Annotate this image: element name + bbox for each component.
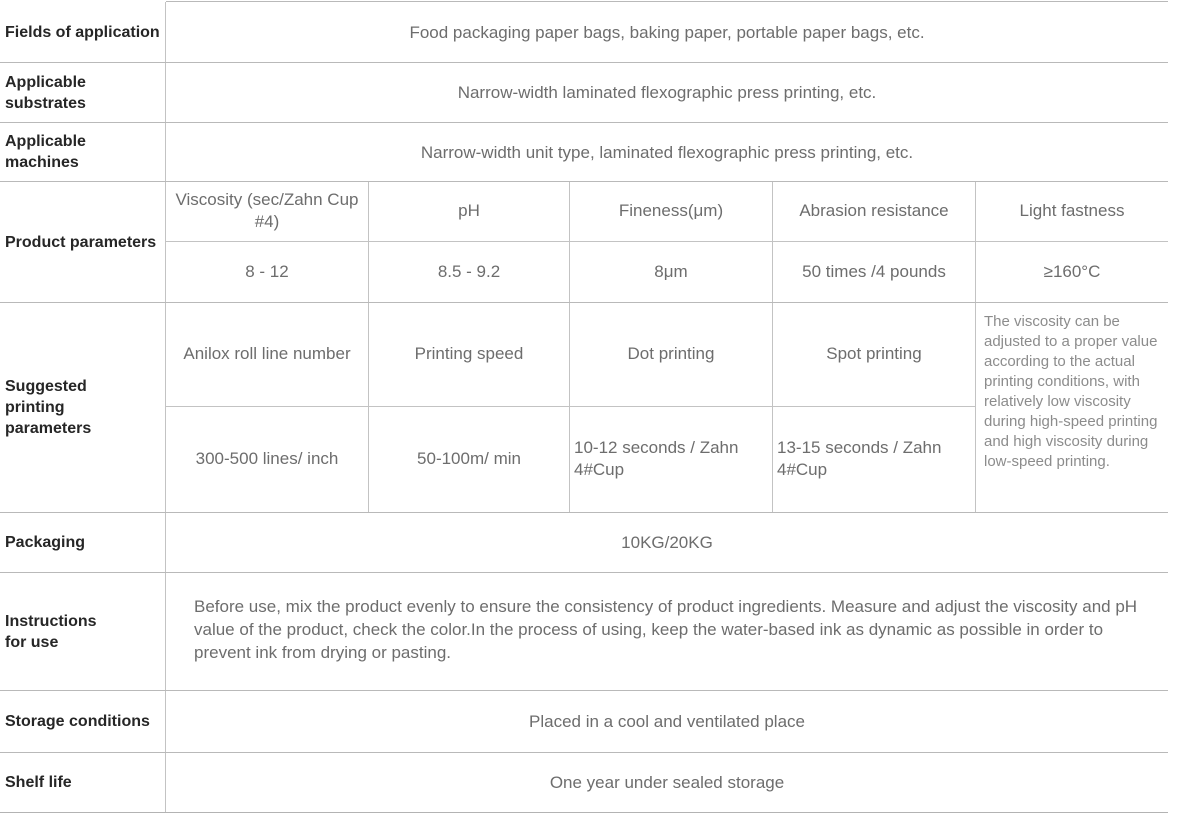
- row-label: [0, 691, 166, 752]
- viscosity-note-cell: [975, 303, 1168, 512]
- viscosity-note-text: The viscosity can be adjusted to a proper value according to the actual printing conditions, with relatively low viscosity during high-speed printing and high viscosity during low-speed printing.: [984, 313, 1158, 470]
- row-label: [0, 63, 166, 122]
- param-header-abrasion: Abrasion resistance: [772, 182, 975, 241]
- row-value: [166, 573, 1168, 690]
- param-value-viscosity: 8 - 12: [245, 261, 289, 281]
- param-value-lightfastness: ≥160°C: [975, 242, 1168, 302]
- suggested-value-row: [166, 406, 975, 513]
- row-suggested-printing-parameters: [0, 302, 1168, 512]
- row-value: [166, 513, 1168, 572]
- row-value: [166, 2, 1168, 62]
- row-label-text: Applicable substrates: [5, 73, 86, 112]
- row-label-text: Shelf life: [5, 774, 72, 791]
- param-value-ph: 8.5 - 9.2: [368, 242, 569, 302]
- row-instructions-for-use: [0, 572, 1168, 690]
- suggested-header-dot: Dot printing: [569, 303, 772, 406]
- row-value-text: 10KG/20KG: [621, 533, 713, 552]
- row-fields-of-application: [0, 0, 1168, 62]
- row-product-parameters: [0, 181, 1168, 302]
- suggested-value-speed: 50-100m/ min: [368, 407, 569, 513]
- row-applicable-machines: [0, 122, 1168, 181]
- param-header-ph: pH: [368, 182, 569, 241]
- row-label-text: Applicable machines: [5, 133, 86, 171]
- table-top-border: [166, 1, 1168, 2]
- suggested-header-anilox: Anilox roll line number: [183, 344, 351, 364]
- suggested-value-anilox: 300-500 lines/ inch: [195, 449, 339, 469]
- row-value-text: Narrow-width laminated flexographic press printing, etc.: [457, 83, 877, 102]
- row-value-text: Before use, mix the product evenly to ensure the consistency of product ingredients. Measure and adjust the viscosity and pH value of the product, check the color.In the process of using, keep the water-based ink as dynamic as possible in order to prevent ink from drying or pasting.: [194, 597, 1138, 662]
- suggested-value-dot: [569, 407, 772, 513]
- row-label: [0, 123, 166, 181]
- row-label-text: Instructions for use: [5, 612, 97, 651]
- param-header-lightfastness: Light fastness: [975, 182, 1168, 241]
- row-value-text: Narrow-width unit type, laminated flexographic press printing, etc.: [420, 142, 914, 162]
- row-value-text: Food packaging paper bags, baking paper, portable paper bags, etc.: [409, 22, 925, 42]
- row-label: [0, 2, 166, 62]
- row-label: [0, 182, 166, 302]
- suggested-header-row: [166, 303, 975, 406]
- product-parameters-grid: [166, 182, 1168, 302]
- row-value-text: One year under sealed storage: [549, 773, 785, 792]
- row-value: [166, 63, 1168, 122]
- row-value-text: Placed in a cool and ventilated place: [529, 712, 805, 731]
- row-packaging: [0, 512, 1168, 572]
- param-value-fineness: 8μm: [569, 242, 772, 302]
- param-header-fineness: Fineness(μm): [569, 182, 772, 241]
- row-label-text: Fields of application: [5, 23, 160, 41]
- row-storage-conditions: [0, 690, 1168, 752]
- product-parameters-header-row: [166, 182, 1168, 241]
- suggested-value-spot-text: 13-15 seconds / Zahn 4#Cup: [777, 438, 942, 480]
- suggested-parameters-grid: [166, 303, 1168, 512]
- param-value-abrasion: 50 times /4 pounds: [772, 242, 975, 302]
- row-label: [0, 513, 166, 572]
- suggested-value-dot-text: 10-12 seconds / Zahn 4#Cup: [574, 438, 739, 480]
- row-label: [0, 573, 166, 690]
- row-applicable-substrates: [0, 62, 1168, 122]
- row-label: [0, 303, 166, 512]
- row-value: [166, 753, 1168, 812]
- row-label-text: Product parameters: [5, 233, 157, 251]
- suggested-parameters-columns: [166, 303, 975, 512]
- row-label-text: Suggested printing parameters: [5, 378, 92, 437]
- row-label: [0, 753, 166, 812]
- suggested-header-speed: Printing speed: [368, 303, 569, 406]
- suggested-header-spot: Spot printing: [772, 303, 975, 406]
- row-shelf-life: [0, 752, 1168, 812]
- row-value: [166, 123, 1168, 181]
- product-parameters-value-row: [166, 241, 1168, 302]
- row-label-text: Storage conditions: [5, 713, 150, 730]
- row-label-text: Packaging: [5, 534, 86, 551]
- param-header-viscosity: Viscosity (sec/Zahn Cup #4): [175, 190, 359, 232]
- suggested-value-spot: [772, 407, 975, 513]
- row-value: [166, 691, 1168, 752]
